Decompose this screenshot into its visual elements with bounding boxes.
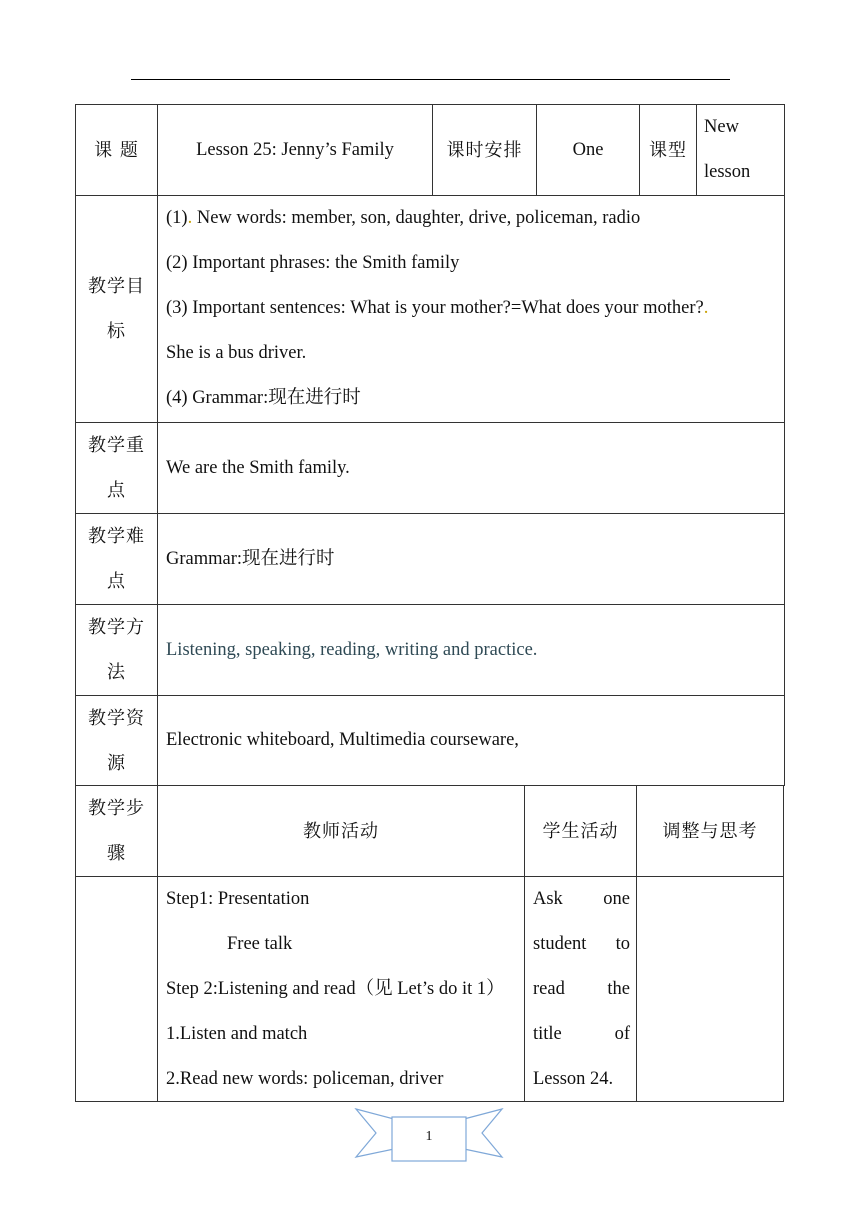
resources-label-cell [75,695,158,786]
difficulties-label-cell [75,513,158,605]
student-word: Lesson 24. [533,1069,614,1089]
resources-content [157,695,785,786]
objective-line-5: (4) Grammar:现在进行时 [166,388,361,408]
key-points-content [157,422,785,514]
steps-empty-cell [75,876,158,1102]
header-rule [131,79,730,80]
student-word: title [533,1024,562,1044]
difficulties-content [157,513,785,605]
methods-text: Listening, speaking, reading, writing and practice. [166,639,538,660]
key-points-label: 教学重点 [88,435,145,501]
methods-label-cell [75,604,158,696]
hours-label: 课时安排 [446,139,523,161]
teacher-activity-label: 教师活动 [303,820,379,842]
difficulties-text: Grammar:现在进行时 [166,548,335,569]
resources-label: 教学资源 [88,707,145,774]
student-word: of [614,1024,630,1044]
student-line-2 [533,922,630,967]
objectives-label: 教学目标 [88,276,145,342]
page-number: 1 [425,1129,433,1144]
reflection-header [636,785,784,877]
student-line-3 [533,967,630,1012]
student-word: one [603,889,630,909]
lesson-title: Lesson 25: Jenny’s Family [196,139,394,160]
student-word: to [615,934,630,954]
student-word: the [607,979,630,999]
reflection-empty-cell [636,876,784,1102]
student-line-5 [533,1057,630,1102]
objective-line-1: (1). New words: member, son, daughter, drive, policeman, radio [166,208,641,228]
student-activity-content [524,876,637,1102]
methods-content [157,604,785,696]
type-label: 课型 [649,139,687,161]
teacher-line-1: Step1: Presentation [166,889,310,909]
teacher-activity-content [157,876,525,1102]
lesson-title-cell [157,104,433,196]
student-activity-header [524,785,637,877]
steps-label-cell [75,785,158,877]
objective-line-2: (2) Important phrases: the Smith family [166,253,460,273]
type-label-cell [639,104,697,196]
key-points-text: We are the Smith family. [166,457,350,478]
hours-value-cell [536,104,640,196]
teacher-activity-header [157,785,525,877]
objectives-label-cell [75,195,158,423]
teacher-line-5: 2.Read new words: policeman, driver [166,1069,444,1089]
teacher-line-4: 1.Listen and match [166,1024,308,1044]
student-word: Ask [533,889,563,909]
objectives-content [157,195,785,423]
difficulties-label: 教学难点 [88,526,145,592]
objective-line-3: (3) Important sentences: What is your mother?=What does your mother?. [166,298,709,318]
resources-text: Electronic whiteboard, Multimedia courseware, [166,730,519,750]
teacher-line-2: Free talk [227,934,293,954]
student-line-1 [533,877,630,922]
key-points-label-cell [75,422,158,514]
student-word: read [533,979,565,999]
type-value-line-2: lesson [704,162,751,182]
objective-line-4: She is a bus driver. [166,343,307,363]
student-line-4 [533,1012,630,1057]
type-value-line-1: New [704,117,739,137]
hours-value: One [572,139,604,160]
teacher-line-3: Step 2:Listening and read（见 Let’s do it 1） [166,979,505,999]
topic-label: 课 题 [94,139,139,161]
reflection-label: 调整与思考 [662,820,758,842]
methods-label: 教学方法 [88,617,145,683]
type-value-cell [696,104,785,196]
steps-label: 教学步骤 [88,798,145,864]
topic-label-cell [75,104,158,196]
student-word: student [533,934,587,954]
hours-label-cell [432,104,537,196]
student-activity-label: 学生活动 [542,820,619,842]
